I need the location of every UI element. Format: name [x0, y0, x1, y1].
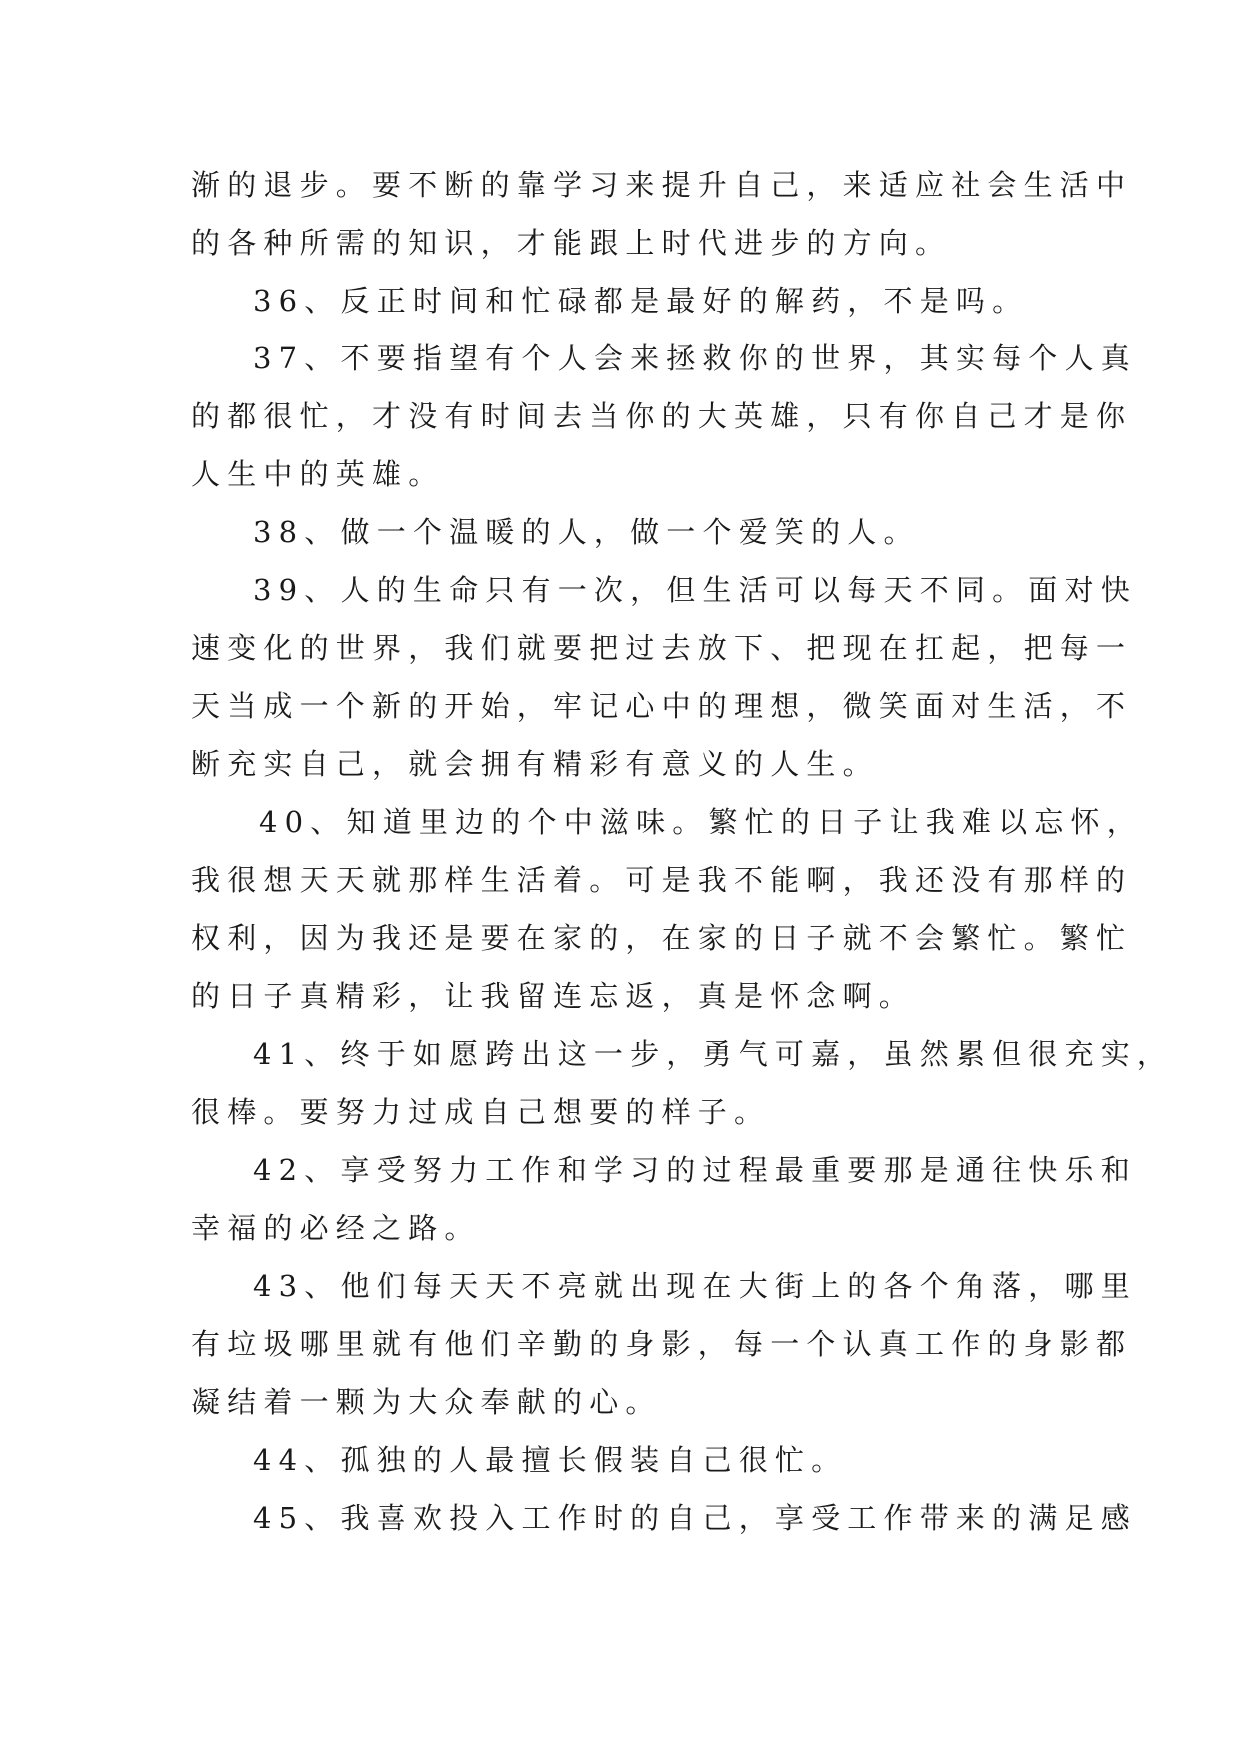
text-line: 渐的退步。要不断的靠学习来提升自己，来适应社会生活中 — [191, 168, 1133, 202]
paragraph-44: 44、孤独的人最擅长假装自己很忙。 — [253, 1443, 848, 1477]
text-line: 我很想天天就那样生活着。可是我不能啊，我还没有那样的 — [191, 863, 1133, 897]
paragraph-40: 40、知道里边的个中滋味。繁忙的日子让我难以忘怀， — [259, 805, 1143, 839]
paragraph-45: 45、我喜欢投入工作时的自己，享受工作带来的满足感 — [253, 1501, 1137, 1535]
text-line: 幸福的必经之路。 — [191, 1211, 481, 1245]
text-line: 凝结着一颗为大众奉献的心。 — [191, 1385, 662, 1419]
paragraph-37: 37、不要指望有个人会来拯救你的世界，其实每个人真 — [253, 341, 1137, 375]
text-line: 的日子真精彩，让我留连忘返，真是怀念啊。 — [191, 979, 916, 1013]
text-line: 很棒。要努力过成自己想要的样子。 — [191, 1095, 771, 1129]
text-line: 的各种所需的知识，才能跟上时代进步的方向。 — [191, 226, 952, 260]
paragraph-43: 43、他们每天天不亮就出现在大街上的各个角落，哪里 — [253, 1269, 1137, 1303]
paragraph-39: 39、人的生命只有一次，但生活可以每天不同。面对快 — [253, 573, 1137, 607]
text-line: 天当成一个新的开始，牢记心中的理想，微笑面对生活，不 — [191, 689, 1133, 723]
text-line: 速变化的世界，我们就要把过去放下、把现在扛起，把每一 — [191, 631, 1133, 665]
paragraph-41: 41、终于如愿跨出这一步，勇气可嘉，虽然累但很充实， — [253, 1037, 1174, 1071]
paragraph-42: 42、享受努力工作和学习的过程最重要那是通往快乐和 — [253, 1153, 1137, 1187]
text-line: 有垃圾哪里就有他们辛勤的身影，每一个认真工作的身影都 — [191, 1327, 1133, 1361]
text-line: 断充实自己，就会拥有精彩有意义的人生。 — [191, 747, 879, 781]
paragraph-38: 38、做一个温暖的人，做一个爱笑的人。 — [253, 515, 920, 549]
text-line: 人生中的英雄。 — [191, 457, 445, 491]
paragraph-36: 36、反正时间和忙碌都是最好的解药，不是吗。 — [253, 284, 1029, 318]
text-line: 权利，因为我还是要在家的，在家的日子就不会繁忙。繁忙 — [191, 921, 1133, 955]
text-line: 的都很忙，才没有时间去当你的大英雄，只有你自己才是你 — [191, 399, 1133, 433]
